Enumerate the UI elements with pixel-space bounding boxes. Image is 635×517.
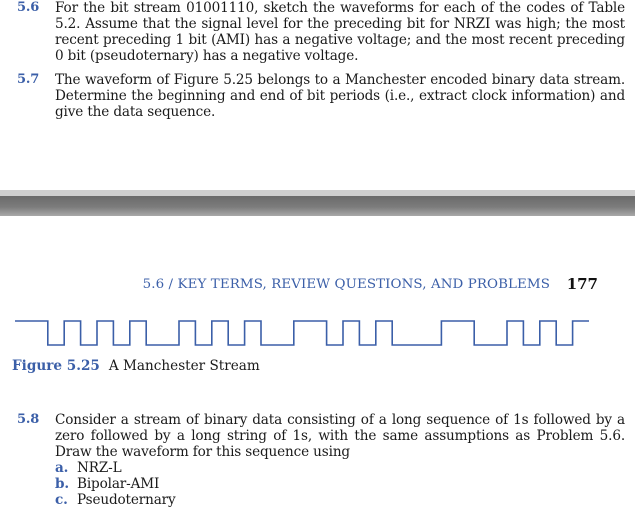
- problem-5-8: [17, 412, 625, 508]
- page-gap-shadow: [0, 196, 635, 216]
- problem-number: 5.7: [17, 72, 40, 87]
- problem-5-6: [17, 0, 625, 64]
- figure-caption: [12, 358, 260, 374]
- page-number: 177: [566, 275, 598, 293]
- problem-number: 5.8: [17, 412, 40, 427]
- problem-text: For the bit stream 01001110, sketch the waveforms for each of the codes of Table 5.2. Assume that the signal level for the preceding bit for NRZI was high; the most recent preceding 1 bit (AMI) has a negative voltage; and the most recent preceding 0 bit (pseudoternary) has a negative voltage.: [55, 0, 625, 64]
- subitem-c: c. Pseudoternary: [55, 492, 176, 508]
- running-head: [0, 275, 635, 295]
- subitem-list: [55, 460, 625, 508]
- problem-number: 5.6: [17, 0, 40, 15]
- problem-text: Consider a stream of binary data consisting of a long sequence of 1s followed by a zero followed by a long string of 1s, with the same assumptions as Problem 5.6. Draw the waveform for this sequence using: [55, 412, 625, 460]
- manchester-waveform: [13, 318, 603, 350]
- running-head-title: 5.6 / KEY TERMS, REVIEW QUESTIONS, AND PROBLEMS: [142, 277, 550, 292]
- problem-text: The waveform of Figure 5.25 belongs to a Manchester encoded binary data stream. Determine the beginning and end of bit periods (i.e., extract clock information) and give the data sequence.: [55, 72, 625, 120]
- figure-caption-text: A Manchester Stream: [108, 358, 260, 374]
- problem-5-7: [17, 72, 625, 120]
- subitem-b: b. Bipolar-AMI: [55, 476, 160, 492]
- figure-label: Figure 5.25: [12, 358, 100, 374]
- subitem-a: a. NRZ-L: [55, 460, 122, 476]
- manchester-waveform-line: [15, 321, 589, 345]
